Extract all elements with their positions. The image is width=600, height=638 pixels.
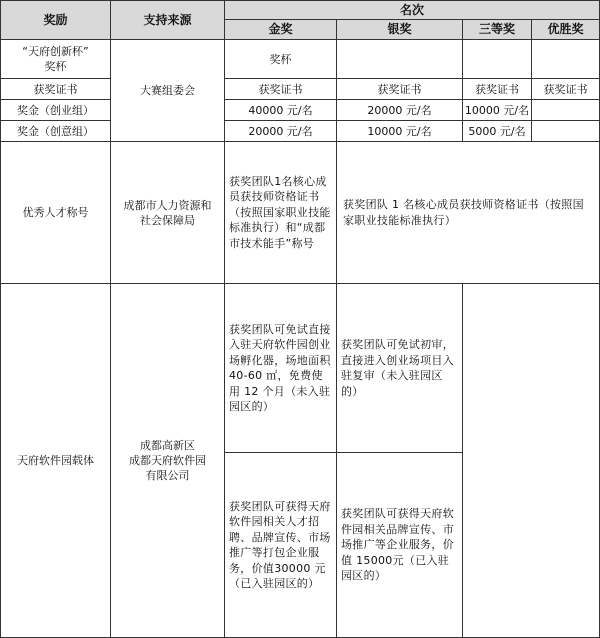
talent-gold-text: 获奖团队1名核心成员获技师资格证书（按照国家职业技能标准执行）和“成都市技术能手”称号	[229, 174, 331, 250]
row-divider-prize-right	[224, 120, 600, 121]
trophy-label-line2: 奖杯	[44, 60, 67, 73]
trophy-label-line1: “天府创新杯”	[22, 45, 89, 58]
certificate-gold: 获奖证书	[258, 82, 303, 96]
prize-startup-silver: 20000 元/名	[367, 103, 432, 117]
talent-silver-bronze-text: 获奖团队 1 名核心成员获技师资格证书（按照国家职业技能标准执行）	[343, 198, 584, 227]
row-divider-trophy-left	[0, 78, 111, 79]
table-border-top	[0, 0, 600, 1]
certificate-excellence: 获奖证书	[543, 82, 588, 96]
prize-startup-gold: 40000 元/名	[248, 103, 313, 117]
header-award: 奖励	[1, 1, 110, 39]
committee-source: 大赛组委会	[140, 84, 195, 97]
carrier-gold-incubator	[225, 284, 336, 452]
col-divider-gold	[224, 0, 225, 638]
carrier-silver-review-text: 获奖团队可免试初审，直接进入创业场项目入驻复审（未入驻园区的）	[341, 338, 454, 398]
header-gold: 金奖	[225, 20, 336, 39]
carrier-gold-services	[225, 453, 336, 637]
header-silver: 银奖	[337, 20, 462, 39]
row-divider-prize-left	[0, 120, 111, 121]
prize-startup-label: 奖金（创业组）	[17, 103, 94, 117]
col-divider-bronze-bottom	[462, 283, 463, 638]
prize-idea-gold: 20000 元/名	[248, 124, 313, 138]
talent-gold	[225, 142, 336, 283]
carrier-silver-services-text: 获奖团队可获得天府软件园相关品牌宣传、市场推广等企业服务，价值 15000元（已入驻园区的）	[341, 507, 454, 583]
carrier-source	[111, 284, 224, 637]
carrier-silver-services	[337, 453, 462, 637]
col-divider-bronze-top	[462, 19, 463, 142]
carrier-source-line1: 成都高新区	[140, 439, 195, 452]
prize-idea-bronze: 5000 元/名	[468, 124, 526, 138]
carrier-gold-services-text: 获奖团队可获得天府软件园相关人才招聘、品牌宣传、市场推广等打包企业服务，价值30000 元（已入驻园区的）	[229, 499, 331, 590]
row-divider-cert-left	[0, 99, 111, 100]
row-divider-cert-right	[224, 99, 600, 100]
row-divider-rank	[224, 19, 600, 20]
row-divider-carrier-mid	[224, 452, 463, 453]
trophy-gold: 奖杯	[269, 52, 292, 66]
prize-startup-bronze: 10000 元/名	[464, 103, 530, 117]
talent-label: 优秀人才称号	[22, 206, 89, 219]
carrier-silver-review	[337, 284, 462, 452]
carrier-source-line3: 有限公司	[145, 469, 190, 482]
certificate-bronze: 获奖证书	[475, 82, 519, 96]
table-border-left	[0, 0, 1, 638]
trophy-label	[1, 40, 110, 78]
row-divider-committee	[0, 141, 600, 142]
row-divider-header	[0, 39, 600, 40]
header-source: 支持来源	[111, 1, 224, 39]
certificate-silver: 获奖证书	[377, 82, 422, 96]
talent-silver-bronze	[337, 142, 599, 283]
header-excellence: 优胜奖	[532, 20, 599, 39]
prize-idea-label: 奖金（创意组）	[17, 124, 94, 138]
certificate-label: 获奖证书	[33, 82, 78, 96]
header-bronze: 三等奖	[463, 20, 531, 39]
talent-source: 成都市人力资源和社会保障局	[123, 198, 212, 227]
prize-idea-silver: 10000 元/名	[367, 124, 432, 138]
col-divider-excellence	[531, 19, 532, 142]
col-divider-source	[110, 0, 111, 638]
row-divider-trophy-right	[224, 78, 600, 79]
row-divider-talent	[0, 283, 600, 284]
carrier-label: 天府软件园载体	[17, 454, 94, 467]
col-divider-silver	[336, 19, 337, 638]
carrier-source-line2: 成都天府软件园	[129, 454, 206, 467]
carrier-gold-incubator-text: 获奖团队可免试直接入驻天府软件园创业场孵化器，场地面积40-60 ㎡，免费使用 12 个月（未入驻园区的）	[229, 322, 331, 413]
header-rank: 名次	[225, 1, 599, 19]
